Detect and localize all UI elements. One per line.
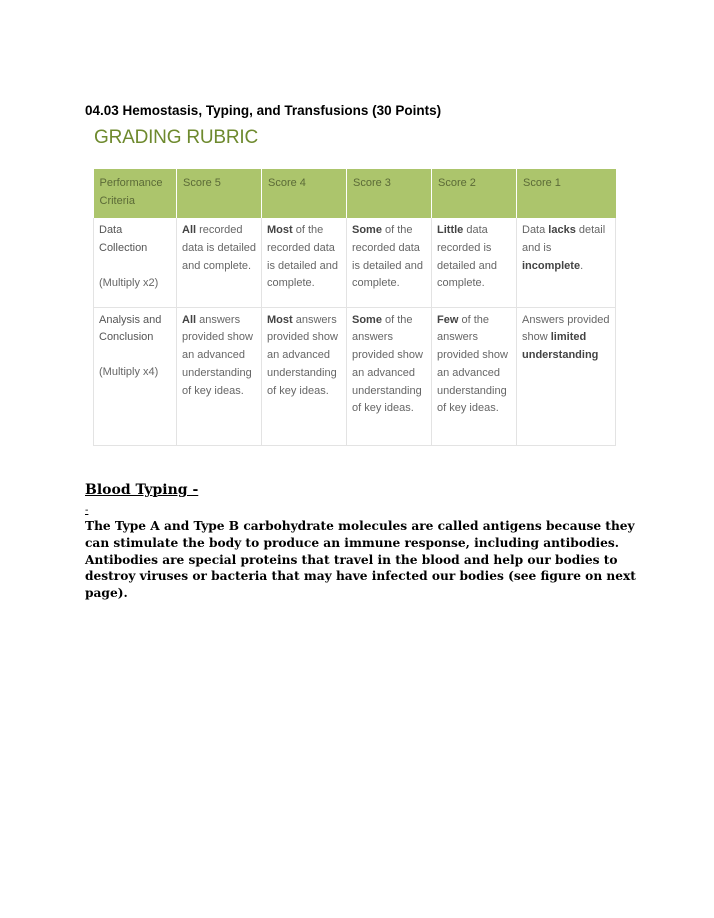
rubric-row-analysis-conclusion bbox=[94, 307, 616, 445]
header-score-1: Score 1 bbox=[517, 169, 616, 218]
header-performance-criteria: Performance Criteria bbox=[94, 169, 177, 218]
grading-rubric-table bbox=[93, 169, 616, 446]
cell-text: data recorded is detailed and complete. bbox=[437, 224, 497, 290]
criterion-name: Analysis and Conclusion bbox=[99, 313, 162, 344]
rubric-heading: GRADING RUBRIC bbox=[94, 127, 258, 148]
cell-lead-word: Few bbox=[437, 313, 459, 326]
section-heading-blood-typing: Blood Typing - bbox=[85, 482, 199, 498]
rubric-header-row bbox=[94, 169, 616, 218]
header-score-5: Score 5 bbox=[177, 169, 262, 218]
rubric-row-data-collection bbox=[94, 218, 616, 307]
cell-text: answers provided show an advanced understanding of key ideas. bbox=[267, 313, 338, 397]
cell-keyword: lacks bbox=[548, 224, 576, 236]
cell-lead-word: Most bbox=[267, 313, 293, 326]
criterion-cell bbox=[94, 218, 177, 307]
cell-lead-word: All bbox=[182, 224, 197, 236]
score-1-cell bbox=[517, 307, 616, 445]
cell-text: of the recorded data is detailed and complete. bbox=[352, 224, 423, 290]
score-5-cell bbox=[177, 218, 262, 307]
cell-text: detail and is bbox=[522, 224, 606, 254]
cell-text: of the answers provided show an advanced understanding of key ideas. bbox=[437, 313, 508, 415]
criterion-multiplier: (Multiply x4) bbox=[99, 366, 159, 379]
criterion-name: Data Collection bbox=[99, 224, 148, 254]
cell-lead-word: Some bbox=[352, 313, 382, 326]
cell-text: Data bbox=[522, 224, 549, 236]
criterion-cell bbox=[94, 307, 177, 445]
score-2-cell bbox=[432, 218, 517, 307]
score-2-cell bbox=[432, 307, 517, 445]
cell-text: recorded data is detailed and complete. bbox=[182, 224, 256, 272]
stray-underline-mark: - bbox=[85, 505, 89, 516]
cell-text: . bbox=[580, 259, 584, 272]
body-paragraph: The Type A and Type B carbohydrate molecules are called antigens because they can stimulate the body to produce an immune response, including antibodies. Antibodies are special proteins that travel in the blood and help our bodies to destroy viruses or bacteria that may have infected our bodies (see figure on next page). bbox=[85, 519, 636, 601]
header-score-2: Score 2 bbox=[432, 169, 517, 218]
cell-text: of the recorded data is detailed and complete. bbox=[267, 224, 338, 290]
criterion-multiplier: (Multiply x2) bbox=[99, 276, 159, 289]
cell-keyword: incomplete bbox=[522, 259, 581, 272]
cell-lead-word: All bbox=[182, 313, 197, 326]
header-score-3: Score 3 bbox=[347, 169, 432, 218]
cell-lead-word: Little bbox=[437, 224, 464, 236]
score-3-cell bbox=[347, 307, 432, 445]
cell-text: of the answers provided show an advanced understanding of key ideas. bbox=[352, 313, 423, 415]
score-3-cell bbox=[347, 218, 432, 307]
cell-text: answers provided show an advanced understanding of key ideas. bbox=[182, 313, 253, 397]
cell-keyword: limited understanding bbox=[522, 331, 599, 362]
cell-text: Answers provided show bbox=[522, 313, 610, 344]
cell-lead-word: Most bbox=[267, 224, 293, 236]
header-score-4: Score 4 bbox=[262, 169, 347, 218]
cell-lead-word: Some bbox=[352, 224, 382, 236]
score-4-cell bbox=[262, 218, 347, 307]
score-1-cell bbox=[517, 218, 616, 307]
document-title: 04.03 Hemostasis, Typing, and Transfusions (30 Points) bbox=[85, 103, 442, 118]
score-4-cell bbox=[262, 307, 347, 445]
score-5-cell bbox=[177, 307, 262, 445]
